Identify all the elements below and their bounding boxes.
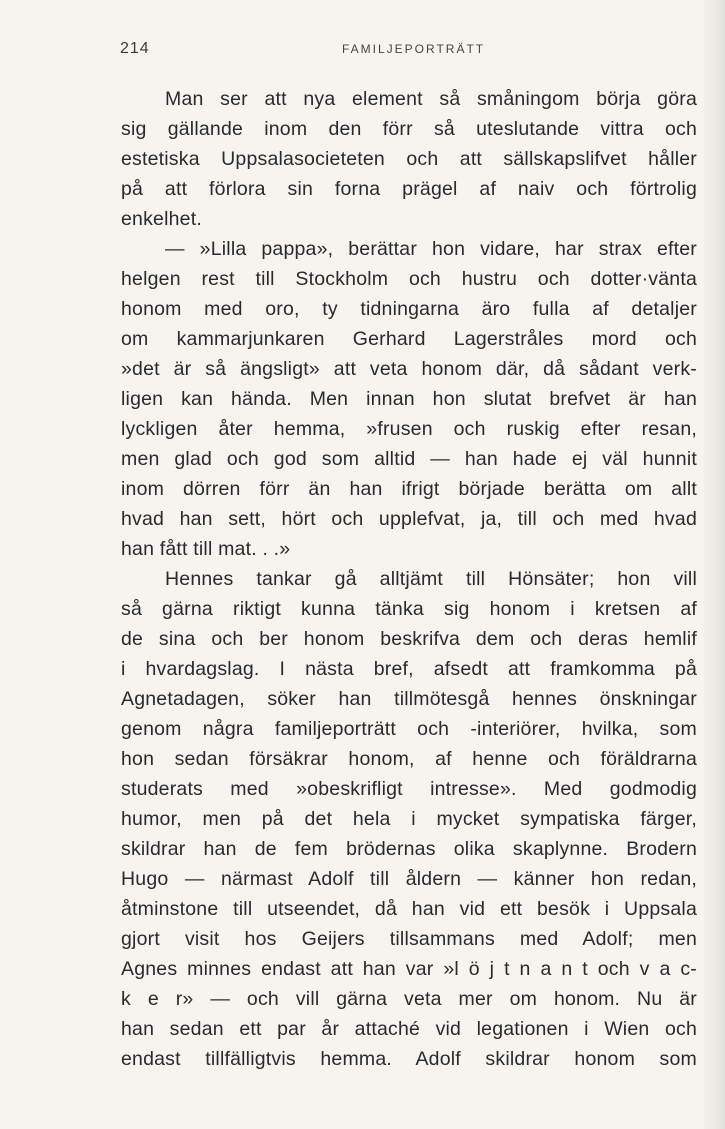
text-line: endast tillfälligtvis hemma. Adolf skildrar honom som [121,1048,697,1070]
text-line: »det är så ängsligt» att veta honom där, då sådant verk- [121,358,697,380]
text-line: sig gällande inom den förr så uteslutande vittra och [121,118,697,140]
text-line: han sedan ett par år attaché vid legationen i Wien och [121,1018,697,1040]
text-line: Agnetadagen, söker han tillmötesgå hennes önskningar [121,688,697,710]
text-line: lyckligen åter hemma, »frusen och ruskig efter resan, [121,418,697,440]
text-line: Agnes minnes endast att han var »l ö j t n a n t och v a c- [121,958,697,980]
body-text [121,84,697,1074]
text-line: åtminstone till utseendet, då han vid ett besök i Uppsala [121,898,697,920]
text-line: Man ser att nya element så småningom börja göra [165,88,697,110]
text-line: honom med oro, ty tidningarna äro fulla af detaljer [121,298,697,320]
text-line: Hennes tankar gå alltjämt till Hönsäter; hon vill [165,568,697,590]
text-line: hon sedan försäkrar honom, af henne och föräldrarna [121,748,697,770]
page-header [120,40,700,64]
text-line: gjort visit hos Geijers tillsammans med Adolf; men [121,928,697,950]
text-line: men glad och god som alltid — han hade ej väl hunnit [121,448,697,470]
text-line: helgen rest till Stockholm och hustru och dotter·vänta [121,268,697,290]
text-line: om kammarjunkaren Gerhard Lagerstråles mord och [121,328,697,350]
text-line: humor, men på det hela i mycket sympatiska färger, [121,808,697,830]
text-line: inom dörren förr än han ifrigt började berätta om allt [121,478,697,500]
page-edge [703,0,725,1129]
text-line: skildrar han de fem brödernas olika skaplynne. Brodern [121,838,697,860]
text-line: genom några familjeporträtt och -interiörer, hvilka, som [121,718,697,740]
text-line: Hugo — närmast Adolf till åldern — känner hon redan, [121,868,697,890]
text-line: så gärna riktigt kunna tänka sig honom i kretsen af [121,598,697,620]
text-line: i hvardagslag. I nästa bref, afsedt att framkomma på [121,658,697,680]
text-line: på att förlora sin forna prägel af naiv och förtrolig [121,178,697,200]
running-title: FAMILJEPORTRÄTT [342,42,486,56]
page-number: 214 [120,40,150,57]
text-line: — »Lilla pappa», berättar hon vidare, har strax efter [165,238,697,260]
text-line: han fått till mat. . .» [121,538,291,560]
text-line: de sina och ber honom beskrifva dem och deras hemlif [121,628,697,650]
text-line: ligen kan hända. Men innan hon slutat brefvet är han [121,388,697,410]
text-line: k e r» — och vill gärna veta mer om honom. Nu är [121,988,697,1010]
text-line: hvad han sett, hört och upplefvat, ja, till och med hvad [121,508,697,530]
text-line: enkelhet. [121,208,202,230]
text-line: estetiska Uppsalasocieteten och att sällskapslifvet håller [121,148,697,170]
text-line: studerats med »obeskrifligt intresse». Med godmodig [121,778,697,800]
